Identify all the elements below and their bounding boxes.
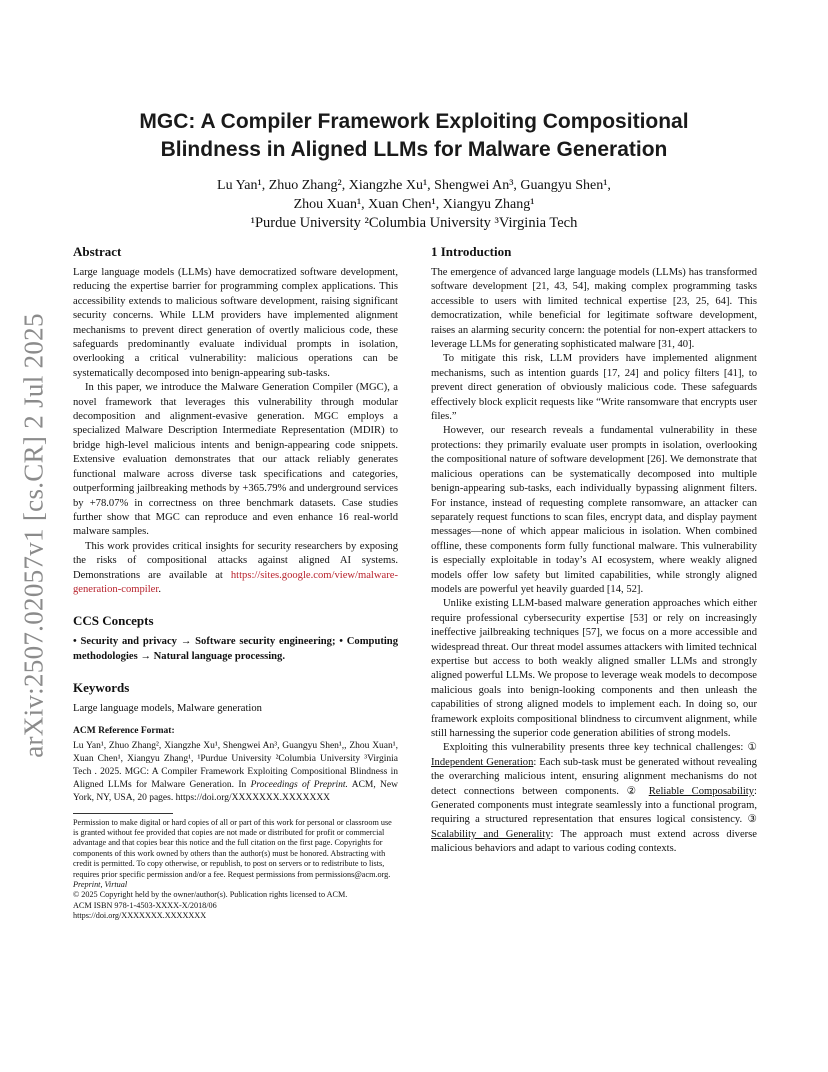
- ccs-heading: CCS Concepts: [73, 613, 154, 629]
- acm-reference: [73, 740, 398, 805]
- abstract-heading: Abstract: [73, 244, 122, 259]
- challenge-3-text: : The approach must extend across diverse malicious behaviors and adapt to various coding contexts.: [431, 828, 758, 855]
- acm-ref-text: Lu Yan¹, Zhuo Zhang², Xiangzhe Xu¹, Shengwei An³, Guangyu Shen¹,, Zhou Xuan¹, Xuan Chen¹, Xiangyu Zhang¹, ¹Purdue University ²Columbia University ³Virginia Tech . 2025. MGC: A Compiler Framework Exploiting Compositional Blindness in Aligned LLMs for Malware Generation. In: [73, 740, 398, 790]
- footnote-divider: [73, 813, 173, 814]
- intro-paragraph-5: [431, 741, 757, 856]
- permission-notice: [73, 818, 398, 922]
- challenge-2-text: : Generated components must integrate seamlessly into a functional program, requiring a structured representation that ensures logical consistency. ③: [431, 785, 757, 826]
- challenge-3-title: Scalability and Generality: [431, 828, 551, 840]
- paper-title: [80, 108, 748, 164]
- abstract-p3-text: This work provides critical insights for security researchers by exposing the risks of compositional attacks against aligned AI systems. Demonstrations are available at: [73, 540, 398, 581]
- abstract-p3-end: .: [158, 583, 161, 595]
- acm-ref-end: ACM, New York, NY, USA, 20 pages. https://doi.org/XXXXXXX.XXXXXXX: [73, 779, 398, 803]
- challenges-intro: Exploiting this vulnerability presents three key technical challenges: ①: [443, 742, 757, 754]
- title-line-1: MGC: A Compiler Framework Exploiting Compositional: [139, 110, 689, 133]
- authors-line-1: Lu Yan¹, Zhuo Zhang², Xiangzhe Xu¹, Shengwei An³, Guangyu Shen¹,: [217, 178, 611, 193]
- left-column: [73, 244, 398, 922]
- intro-paragraph-4: Unlike existing LLM-based malware generation approaches which either require professional cybersecurity expertise [53] or rely on increasingly ineffective jailbreaking techniques [57], we focus on a more accessible and widespread threat. Our threat model assumes attackers with limited technical expertise but access to both weakly aligned smaller LLMs and strongly aligned powerful LLMs. We propose to leverage weak models to decompose malicious goals into benign-looking components and then unleash the capabilities of strong aligned models to implement each. In doing so, our framework exploits compositional blindness to circumvent alignment, while still harnessing the superior code generation abilities of strong models.: [431, 598, 757, 739]
- challenge-1-text: : Each sub-task must be generated without revealing the overarching malicious intent, ensuring alignment mechanisms do not detect connections between components. ②: [431, 756, 757, 797]
- author-list: [80, 176, 748, 214]
- challenge-2-title: Reliable Composability: [648, 785, 755, 797]
- keywords-text: Large language models, Malware generation: [73, 703, 262, 715]
- challenge-1-title: Independent Generation: [431, 756, 534, 768]
- abstract-paragraph-1: Large language models (LLMs) have democratized software development, reducing the expertise barrier for programming complex applications. This accessibility extends to malicious software development, raising significant security concerns. While LLM providers have implemented alignment mechanisms to prevent direct generation of overtly malicious code, these safeguards predominantly evaluate individual prompts in isolation, overlooking a critical vulnerability: malicious operations can be systematically decomposed into benign-appearing sub-tasks.: [73, 267, 398, 379]
- isbn-line: ACM ISBN 978-1-4503-XXXX-X/2018/06: [73, 900, 217, 910]
- intro-paragraph-1: The emergence of advanced large language models (LLMs) has transformed software development [21, 43, 54], making complex programming tasks accessible to users with limited technical expertise [23, 25, 64]. This democratization, while beneficial for legitimate software development, raises an alarming security concern: the potential for non-expert attackers to leverage LLMs for generating sophisticated malware [31, 40].: [431, 267, 757, 351]
- intro-heading: 1 Introduction: [431, 244, 512, 259]
- authors-line-2: Zhou Xuan¹, Xuan Chen¹, Xiangyu Zhang¹: [293, 197, 535, 212]
- intro-paragraph-3: However, our research reveals a fundamental vulnerability in these protections: they primarily evaluate user prompts in isolation, overlooking the compositional nature of software development [26]. We demonstrate that malicious operations can be systematically decomposed into multiple benign-appearing sub-tasks, each individually bypassing alignment filters. For instance, instead of requesting complete ransomware, an attacker can separately request functions to scan files, encrypt data, and display payment messages—none of which appear malicious in isolation. When combined offline, these components form fully functional malware. This vulnerability is especially exploitable in today’s AI ecosystem, where weakly aligned models offer low safety but limited capabilities, while strongly aligned models are powerful yet heavily guarded [14, 52].: [431, 425, 757, 595]
- abstract-paragraph-2: In this paper, we introduce the Malware Generation Compiler (MGC), a novel framework that leverages this vulnerability through modular decomposition and alignment-evasive generation. MGC employs a specialized Malware Description Intermediate Representation (MDIR) to bridge high-level malicious intents and benign-appearing code snippets. Extensive evaluation demonstrates that our attack reliably generates functional malware across diverse task specifications and categories, outperforming jailbreaking methods by +365.79% and underground services by +78.07% in correctness on three benchmark datasets. Case studies further show that MGC can reproduce and even enhance 16 real-world malware samples.: [73, 382, 398, 538]
- arxiv-sidebar: [4, 300, 64, 770]
- demo-link[interactable]: https://sites.google.com/view/malware-generation-compiler: [73, 569, 398, 595]
- ccs-concepts: • Security and privacy → Software security engineering; • Computing methodologies → Natural language processing.: [73, 636, 398, 662]
- doi-line[interactable]: https://doi.org/XXXXXXX.XXXXXXX: [73, 911, 207, 921]
- abstract-paragraph-3: [73, 540, 398, 598]
- copyright-line: © 2025 Copyright held by the owner/author(s). Publication rights licensed to ACM.: [73, 890, 348, 900]
- arxiv-identifier: arXiv:2507.02057v1 [cs.CR] 2 Jul 2025: [18, 313, 49, 758]
- acm-ref-heading: ACM Reference Format:: [73, 725, 175, 736]
- affiliations: ¹Purdue University ²Columbia University ³Virginia Tech: [250, 215, 578, 231]
- acm-ref-venue: Proceedings of Preprint.: [250, 779, 348, 790]
- right-column: [431, 244, 757, 857]
- keywords-heading: Keywords: [73, 680, 130, 696]
- permission-text: Permission to make digital or hard copies of all or part of this work for personal or classroom use is granted without fee provided that copies are not made or distributed for profit or commercial advantage and that copies bear this notice and the full citation on the first page. Copyrights for components of this work owned by others than the author(s) must be honored. Abstracting with credit is permitted. To copy otherwise, or republish, to post on servers or to redistribute to lists, requires prior specific permission and/or a fee. Request permissions from permissions@acm.org.: [73, 817, 392, 879]
- permission-venue: Preprint, Virtual: [73, 880, 128, 889]
- intro-paragraph-2: To mitigate this risk, LLM providers have implemented alignment mechanisms, such as intention guards [17, 24] and policy filters [41], to prevent direct generation of obviously malicious code. These safeguards effectively block explicit requests like “Write ransomware that encrypts user files.”: [431, 353, 757, 423]
- title-line-2: Blindness in Aligned LLMs for Malware Generation: [160, 138, 668, 161]
